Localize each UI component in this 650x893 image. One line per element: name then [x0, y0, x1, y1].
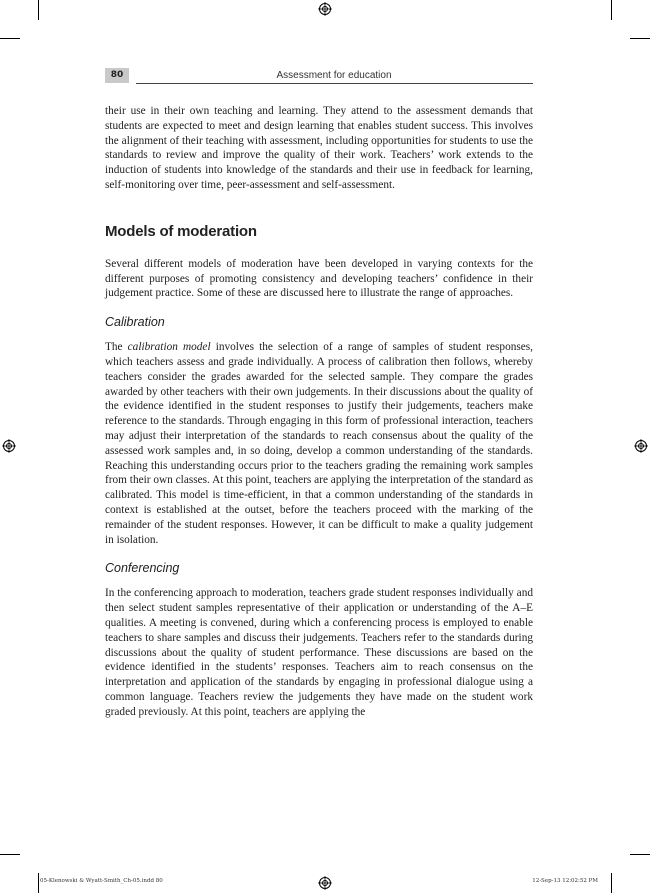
- calibration-rest: involves the selection of a range of samples of student responses, which teachers assess and grade individually. A process of calibration then follows, whereby teachers consider the grades awarded for the selected sample. They compare the grades awarded by other teachers with their own judgements. In their discussions about the quality of the evidence identified in the student responses to justify their judgements, teachers make reference to the standards. Through engaging in this form of professional interaction, teachers may adjust their interpretation of the standards to reach consensus about the quality of the assessed work samples and, in so doing, develop a common understanding of the standards. Reaching this understanding occurs prior to the teachers grading the remaining work samples from their own classes. At this point, teachers are applying the interpretation of the standard as calibrated. This model is time-efficient, in that a common understanding of the standards in context is established at the outset, before the teachers proceed with the marking of the remainder of the student responses. However, it can be difficult to make a quality judgement in isolation.: [105, 341, 534, 546]
- crop-mark-top-right-vertical: [611, 0, 612, 20]
- paragraph-conferencing: In the conferencing approach to moderation, teachers grade student responses individually and then select student samples representative of their application or understanding of the A–E qualities. A meeting is convened, during which a conferencing process is employed to enable teachers to share samples and discuss their judgements. Teachers refer to the standards during discussions about the quality of student performance. These discussions are based on the evidence identified in the students’ responses. Teachers aim to reach consensus on the interpretation and application of the standards by engaging in professional dialogue using a common language. Teachers review the judgements they have made on the student work graded previously. At this point, teachers are applying the: [105, 587, 533, 718]
- registration-target-icon: [318, 876, 332, 890]
- registration-target-icon: [318, 2, 332, 16]
- crop-mark-bottom-right-horizontal: [630, 854, 650, 855]
- crop-mark-bottom-left-vertical: [38, 873, 39, 893]
- crop-mark-top-left-horizontal: [0, 38, 20, 39]
- subheading-conferencing: Conferencing: [105, 561, 180, 576]
- crop-mark-top-left-vertical: [38, 0, 39, 20]
- calibration-model-term: calibration model: [127, 341, 211, 354]
- paragraph-calibration: [105, 340, 533, 547]
- registration-target-icon: [634, 439, 648, 453]
- calibration-lead: The: [105, 341, 128, 354]
- subheading-calibration: Calibration: [105, 315, 165, 330]
- crop-mark-top-right-horizontal: [630, 38, 650, 39]
- paragraph-models: Several different models of moderation have been developed in varying contexts for the different purposes of promoting consistency and developing teachers’ confidence in their judgement practice. Some of these are discussed here to illustrate the range of approaches.: [105, 257, 533, 300]
- crop-mark-bottom-left-horizontal: [0, 854, 20, 855]
- section-heading: Models of moderation: [105, 222, 257, 240]
- running-title: Assessment for education: [276, 70, 392, 81]
- footer-file-info: 05-Klenowski & Wyatt-Smith_Ch-05.indd 80: [40, 878, 163, 884]
- header-rule: [136, 83, 533, 84]
- footer-timestamp: 12-Sep-13 12:02:52 PM: [532, 878, 598, 884]
- paragraph-intro: their use in their own teaching and learning. They attend to the assessment demands that students are expected to meet and design learning that enables student success. This involves the alignment of their teaching with assessment, including opportunities for students to use the standards to review and improve the quality of their work. Teachers’ work extends to the induction of students into knowledge of the standards and their use in feedback for learning, self-monitoring over time, peer-assessment and self-assessment.: [105, 105, 533, 191]
- page-number: 80: [105, 68, 129, 83]
- crop-mark-bottom-right-vertical: [611, 873, 612, 893]
- registration-target-icon: [2, 439, 16, 453]
- page-body: [105, 104, 533, 720]
